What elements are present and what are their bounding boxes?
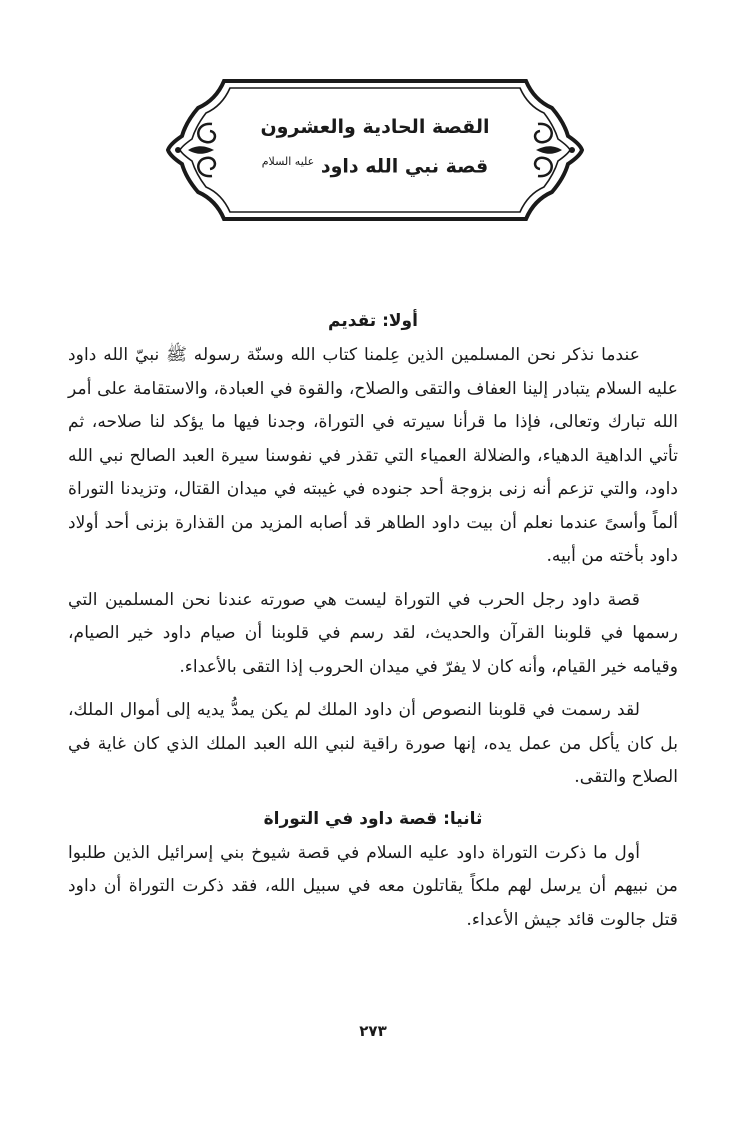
paragraph: قصة داود رجل الحرب في التوراة ليست هي صورته عندنا نحن المسلمين التي رسمها في قلوبنا القرآن والحديث، لقد رسم في قلوبنا أن صيام داود خير الصيام، وقيامه خير القيام، وأنه كان لا يفرّ في ميدان الحروب إذا التقى بالأعداء. xyxy=(68,589,678,677)
paragraph: لقد رسمت في قلوبنا النصوص أن داود الملك لم يكن يمدُّ يديه إلى أموال الملك، بل كان يأكل من عمل يده، إنها صورة راقية لنبي الله العبد الملك الذي كان غاية في الصلاح والتقى. xyxy=(68,700,678,787)
section-heading-introduction: أولا: تقديم xyxy=(328,311,418,331)
ornamental-header-frame xyxy=(166,78,584,223)
story-title xyxy=(216,146,534,182)
page-number: ٢٧٣ xyxy=(359,1022,387,1040)
paragraph: عندما نذكر نحن المسلمين الذين عِلمنا كتاب الله وسنّة رسوله ﷺ نبيّ الله داود عليه السلام يتبادر إلينا العفاف والتقى والصلاح، والقوة في العبادة، والاستقامة على أمر الله تبارك وتعالى، فإذا ما قرأنا سيرته في التوراة، وجدنا فيها ما يؤكد لنا صلاحه، ثم تأتي الداهية الدهياء، والضلالة العمياء التي تقذر في نفوسنا سيرة العبد الصالح نبي الله داود، والتي تزعم أنه زنى بزوجة أحد جنوده في غيبته في ميدان القتال، وتزيدنا التوراة ألماً وأسىً عندما نعلم أن بيت داود الطاهر قد أصابه المزيد من القذارة بزنى أحد أولاد داود بأخته من أبيه. xyxy=(68,345,678,566)
body-text xyxy=(68,303,678,937)
story-title-text: قصة نبي الله داود xyxy=(320,155,489,178)
section-heading-torah-story: ثانيا: قصة داود في التوراة xyxy=(263,808,483,829)
paragraph: أول ما ذكرت التوراة داود عليه السلام في قصة شيوخ بني إسرائيل الذين طلبوا من نبيهم أن يرسل لهم ملكاً يقاتلون معه في سبيل الله، فقد ذكرت التوراة أن داود قتل جالوت قائد جيش الأعداء. xyxy=(68,842,678,930)
honorific-mark: عليه السلام xyxy=(261,155,315,168)
header-titles xyxy=(216,112,534,182)
chapter-title: القصة الحادية والعشرون xyxy=(260,116,490,138)
